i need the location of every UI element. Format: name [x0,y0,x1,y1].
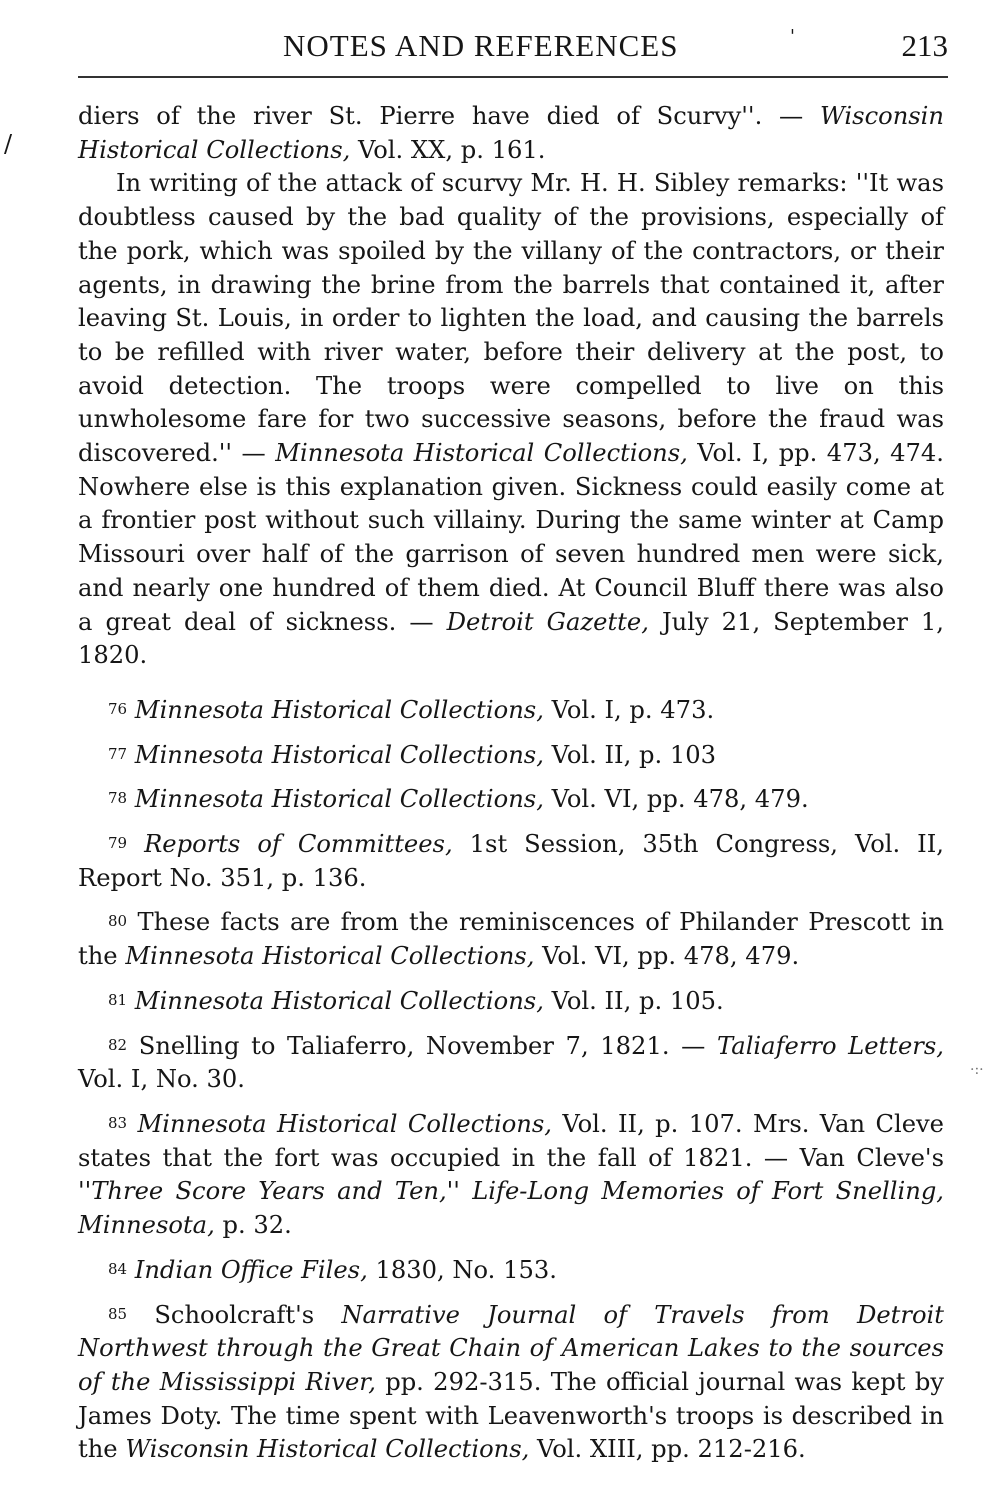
citation: ''Three Score Years and Ten,'' Life-Long Memories of Fort Snelling, Minnesota, [78,1177,944,1240]
citation: Minnesota Historical Collections, [134,986,544,1015]
note-number: 79 [108,834,128,853]
footnote-77: 77 Minnesota Historical Collections, Vol. II, p. 103 [108,740,717,769]
citation: Taliaferro Letters, [717,1031,944,1060]
paragraph-sibley: In writing of the attack of scurvy Mr. H. H. Sibley remarks: ''It was doubtless caused by the bad quality of the provisions, especially of the pork, which was spoiled by the villany of the contractors, or their agents, in drawing the brine from the barrels that contained it, after leaving St. Louis, in order to lighten the load, and causing the barrels to be refilled with river water, before their delivery at the post, to avoid detection. The troops were compelled to live on this unwholesome fare for two successive seasons, before the fraud was discovered.'' — Minnesota Historical Collections, Vol. I, pp. 473, 474. Nowhere else is this explanation given. Sickness could easily come at a frontier post without such villainy. During the same winter at Camp Missouri over half of the garrison of seven hundred men were sick, and nearly one hundred of them died. At Council Bluff there was also a great deal of sickness. — Detroit Gazette, July 21, September 1, 1820. [78,169,945,670]
note-number: 80 [108,912,128,931]
note-number: 76 [108,699,128,718]
footnote-81: 81 Minnesota Historical Collections, Vol. II, p. 105. [108,986,724,1015]
footnote-80: 80 These facts are from the reminiscences of Philander Prescott in the Minnesota Historical Collections, Vol. VI, pp. 478, 479. [78,908,944,971]
citation: Reports of Committees, [144,830,453,859]
footnote-76: 76 Minnesota Historical Collections, Vol. I, p. 473. [108,695,715,724]
footnote-79: 79 Reports of Committees, 1st Session, 35th Congress, Vol. II, Report No. 351, p. 136. [78,830,944,892]
citation: Narrative Journal of Travels from Detroit Northwest through the Great Chain of American Lakes to the sources of the Mississippi River, [78,1300,944,1396]
citation: Indian Office Files, [134,1255,368,1284]
paper-specks: ·:· [970,1062,984,1078]
paragraph-continued: diers of the river St. Pierre have died of Scurvy''. — Wisconsin Historical Collections, Vol. XX, p. 161. [78,102,944,164]
citation: Wisconsin Historical Collections, [125,1435,530,1464]
spacer [78,673,944,683]
citation: Detroit Gazette, [446,607,649,636]
citation: Minnesota Historical Collections, [134,695,544,724]
note-number: 77 [108,744,128,763]
citation: Wisconsin Historical Collections, [78,102,944,164]
note-number: 83 [108,1113,128,1132]
citation: Minnesota Historical Collections, [137,1109,552,1138]
footnote-82: 82 Snelling to Taliaferro, November 7, 1821. — Taliaferro Letters, Vol. I, No. 30. [78,1031,944,1094]
footnote-84: 84 Indian Office Files, 1830, No. 153. [108,1255,557,1284]
citation: Minnesota Historical Collections, [125,942,535,971]
page-header [78,28,948,68]
page-number: 213 [901,28,948,63]
note-number: 81 [108,990,128,1009]
note-number: 78 [108,789,128,808]
footnote-78: 78 Minnesota Historical Collections, Vol. VI, pp. 478, 479. [108,785,809,814]
note-number: 84 [108,1259,128,1278]
note-number: 82 [108,1035,128,1054]
running-title: NOTES AND REFERENCES [283,28,679,63]
header-rule [78,76,948,78]
footnote-83: 83 Minnesota Historical Collections, Vol. II, p. 107. Mrs. Van Cleve states that the fort was occupied in the fall of 1821. — Van Cleve's ''Three Score Years and Ten,'' Life-Long Memories of Fort Snelling, Minnesota, p. 32. [78,1109,944,1240]
note-number: 85 [108,1304,128,1323]
footnote-85: 85 Schoolcraft's Narrative Journal of Travels from Detroit Northwest through the Great Chain of American Lakes to the sources of the Mississippi River, pp. 292-315. The official journal was kept by James Doty. The time spent with Leavenworth's troops is described in the Wisconsin Historical Collections, Vol. XIII, pp. 212-216. [78,1300,944,1464]
notes-text [78,100,944,1467]
citation: Minnesota Historical Collections, [134,740,544,769]
citation: Minnesota Historical Collections, [275,439,688,468]
margin-pencil-mark: / [4,130,13,158]
stray-tick-mark: ' [790,26,795,47]
citation: Minnesota Historical Collections, [134,785,544,814]
